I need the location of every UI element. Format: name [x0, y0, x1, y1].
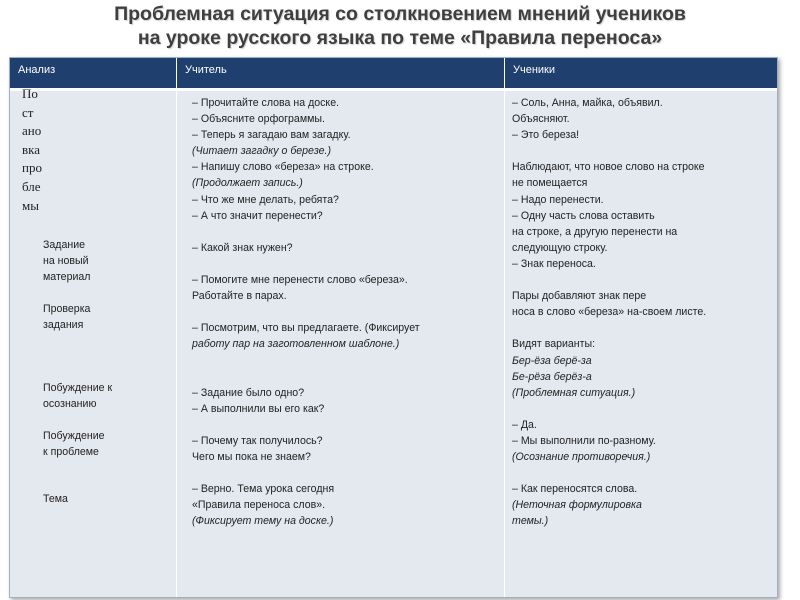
analysis-syllable: ано	[22, 123, 42, 139]
teacher-line	[192, 224, 420, 240]
teacher-line: работу пар на заготовленном шаблоне.)	[192, 338, 400, 351]
teacher-cell	[192, 95, 420, 530]
students-cell	[512, 95, 706, 530]
analysis-syllable: По	[22, 86, 38, 101]
column-divider	[176, 58, 177, 597]
page-title-line-1: Проблемная ситуация со столкновением мнений учеников	[114, 3, 686, 25]
teacher-line: – Напишу слово «береза» на строке.	[192, 161, 374, 174]
student-line: (Проблемная ситуация.)	[512, 386, 636, 399]
teacher-line	[192, 256, 420, 272]
teacher-line: (Фиксирует тему на доске.)	[192, 515, 334, 528]
teacher-line	[192, 465, 420, 481]
student-line: темы.)	[512, 515, 549, 528]
teacher-line: – Задание было одно?	[192, 386, 305, 399]
student-line: на строке, а другую перенести на	[512, 225, 678, 238]
stage-problem	[43, 428, 105, 460]
stage-line: на новый	[43, 255, 89, 268]
teacher-line: (Продолжает запись.)	[192, 177, 303, 190]
teacher-line: – А выполнили вы его как?	[192, 402, 325, 415]
student-line: – Надо перенести.	[512, 193, 604, 206]
student-line: – Мы выполнили по-разному.	[512, 434, 656, 447]
stage-line: Побуждение	[43, 430, 105, 442]
teacher-line: (Читает загадку о березе.)	[192, 145, 332, 158]
student-line	[512, 401, 706, 417]
teacher-line	[192, 417, 420, 433]
student-line: – Знак переноса.	[512, 257, 596, 270]
analysis-vertical-word	[22, 85, 42, 215]
analysis-syllable: ст	[22, 104, 34, 120]
stage-line: Задание	[43, 239, 86, 251]
student-line: носа в слово «береза» на-своем листе.	[512, 306, 707, 319]
teacher-line: Работайте в парах.	[192, 290, 287, 303]
student-line: – Как переносятся слова.	[512, 483, 638, 496]
stage-line: к проблеме	[43, 446, 99, 459]
teacher-line	[192, 304, 420, 320]
stage-line: Проверка	[43, 303, 91, 315]
stage-line: материал	[43, 271, 91, 284]
student-line: (Неточная формулировка	[512, 499, 642, 512]
student-line: Бе-рёза берёз-а	[512, 370, 592, 383]
page-title	[0, 2, 800, 50]
student-line: Наблюдают, что новое слово на строке	[512, 161, 705, 174]
stage-line: задания	[43, 319, 84, 332]
student-line: Бер-ёза берё-за	[512, 354, 592, 367]
student-line: – Да.	[512, 418, 537, 431]
teacher-line	[192, 369, 420, 385]
teacher-line: – Какой знак нужен?	[192, 241, 293, 254]
analysis-syllable: бле	[22, 178, 41, 194]
teacher-line: – Прочитайте слова на доске.	[192, 97, 340, 109]
student-line: – Одну часть слова оставить	[512, 209, 655, 222]
student-line: – Соль, Анна, майка, объявил.	[512, 97, 663, 109]
header-students: Ученики	[505, 58, 777, 88]
teacher-line: – Что же мне делать, ребята?	[192, 193, 339, 206]
stage-topic	[43, 491, 68, 507]
student-line	[512, 465, 706, 481]
teacher-line: – А что значит перенести?	[192, 209, 323, 222]
analysis-syllable: вка	[22, 141, 41, 157]
student-line: – Это береза!	[512, 129, 580, 142]
student-line	[512, 272, 706, 288]
teacher-line: – Помогите мне перенести слово «береза».	[192, 274, 408, 287]
student-line: (Осознание противоречия.)	[512, 451, 651, 464]
stage-line: осознанию	[43, 398, 97, 411]
teacher-line: – Теперь я загадаю вам загадку.	[192, 129, 351, 142]
student-line: Объясняют.	[512, 113, 570, 126]
student-line	[512, 143, 706, 159]
header-analysis: Анализ	[10, 58, 176, 88]
stage-awareness	[43, 380, 112, 412]
stage-line: Тема	[43, 493, 68, 505]
lesson-table	[9, 57, 778, 598]
teacher-line: «Правила переноса слов».	[192, 499, 326, 512]
stage-check	[43, 301, 90, 333]
teacher-line: – Почему так получилось?	[192, 434, 323, 447]
teacher-line: – Объясните орфограммы.	[192, 113, 325, 126]
teacher-line: Чего мы пока не знаем?	[192, 451, 311, 464]
student-line: следующую строку.	[512, 241, 608, 254]
teacher-line: – Посмотрим, что вы предлагаете. (Фиксирует	[192, 322, 420, 335]
student-line: не помещается	[512, 177, 588, 190]
analysis-syllable: про	[22, 160, 42, 176]
header-divider	[10, 88, 777, 91]
student-line: Пары добавляют знак пере	[512, 290, 647, 303]
student-line: Видят варианты:	[512, 338, 596, 351]
page-title-line-2: на уроке русского языка по теме «Правила переноса»	[137, 27, 663, 49]
stage-new-task	[43, 237, 90, 285]
column-divider	[504, 58, 505, 597]
analysis-syllable: мы	[22, 197, 39, 213]
student-line	[512, 320, 706, 336]
header-teacher: Учитель	[177, 58, 504, 88]
teacher-line	[192, 353, 420, 369]
teacher-line: – Верно. Тема урока сегодня	[192, 483, 335, 496]
stage-line: Побуждение к	[43, 382, 113, 394]
